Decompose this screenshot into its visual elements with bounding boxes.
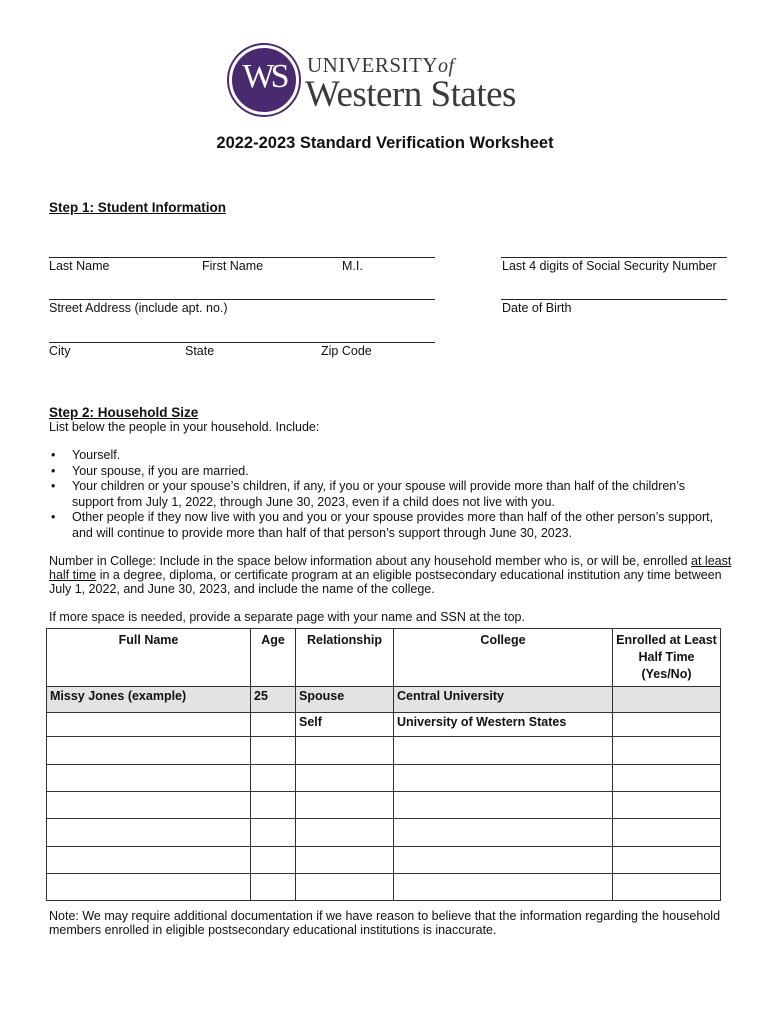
logo-of-word: of xyxy=(438,55,455,77)
college-para-text-end: in a degree, diploma, or certificate program at an eligible postsecondary educational institution any time between July 1, 2022, and June 30, 2023, and include the name of the college. xyxy=(49,568,722,596)
cell-full-name[interactable] xyxy=(47,737,251,765)
cell-full-name[interactable] xyxy=(47,847,251,874)
cell-age[interactable] xyxy=(251,819,296,847)
number-in-college-paragraph xyxy=(49,554,739,596)
col-header-relationship: Relationship xyxy=(296,629,394,687)
name-line[interactable] xyxy=(49,257,435,258)
household-bullet-list xyxy=(49,448,729,541)
bullet-item: • Yourself. xyxy=(49,448,729,464)
table-row xyxy=(47,737,721,765)
first-name-label: First Name xyxy=(202,259,264,273)
dob-line[interactable] xyxy=(501,299,727,300)
col-header-college: College xyxy=(394,629,613,687)
space-note: If more space is needed, provide a separate page with your name and SSN at the top. xyxy=(49,610,525,624)
cell-full-name[interactable] xyxy=(47,713,251,737)
table-row xyxy=(47,713,721,737)
cell-relationship[interactable] xyxy=(296,765,394,792)
cell-full-name[interactable] xyxy=(47,792,251,819)
cell-age[interactable]: 25 xyxy=(251,687,296,713)
ssn-line[interactable] xyxy=(501,257,727,258)
half-time-underlined: at least half time xyxy=(49,554,732,582)
cell-relationship[interactable] xyxy=(296,847,394,874)
cell-age[interactable] xyxy=(251,737,296,765)
city-label: City xyxy=(49,344,71,358)
university-logo xyxy=(229,45,549,121)
table-row xyxy=(47,819,721,847)
ssn-label: Last 4 digits of Social Security Number xyxy=(502,259,717,273)
cell-full-name[interactable]: Missy Jones (example) xyxy=(47,687,251,713)
col-header-full-name: Full Name xyxy=(47,629,251,687)
street-label: Street Address (include apt. no.) xyxy=(49,301,228,315)
page-title: 2022-2023 Standard Verification Worksheet xyxy=(216,134,554,152)
table-row xyxy=(47,847,721,874)
table-row xyxy=(47,765,721,792)
cell-college[interactable] xyxy=(394,874,613,901)
cell-relationship[interactable] xyxy=(296,874,394,901)
table-row-example xyxy=(47,687,721,713)
cell-college[interactable]: University of Western States xyxy=(394,713,613,737)
household-table xyxy=(46,628,721,901)
cell-age[interactable] xyxy=(251,792,296,819)
step2-intro: List below the people in your household. Include: xyxy=(49,420,320,434)
cell-full-name[interactable] xyxy=(47,765,251,792)
cell-college[interactable] xyxy=(394,737,613,765)
cell-full-name[interactable] xyxy=(47,874,251,901)
cell-college[interactable] xyxy=(394,819,613,847)
cell-enrolled[interactable] xyxy=(613,874,721,901)
bullet-item: • Your spouse, if you are married. xyxy=(49,464,729,480)
cell-relationship[interactable] xyxy=(296,792,394,819)
cell-age[interactable] xyxy=(251,847,296,874)
cell-enrolled[interactable] xyxy=(613,792,721,819)
cell-age[interactable] xyxy=(251,765,296,792)
cell-college[interactable] xyxy=(394,847,613,874)
university-seal-logo xyxy=(229,45,299,115)
step2-heading: Step 2: Household Size xyxy=(49,405,199,420)
city-line[interactable] xyxy=(49,342,435,343)
cell-age[interactable] xyxy=(251,713,296,737)
step1-heading: Step 1: Student Information xyxy=(49,200,226,215)
cell-relationship[interactable]: Spouse xyxy=(296,687,394,713)
mi-label: M.I. xyxy=(342,259,363,273)
cell-enrolled[interactable] xyxy=(613,819,721,847)
last-name-label: Last Name xyxy=(49,259,110,273)
cell-age[interactable] xyxy=(251,874,296,901)
table-row xyxy=(47,792,721,819)
cell-enrolled[interactable] xyxy=(613,765,721,792)
cell-enrolled[interactable] xyxy=(613,687,721,713)
dob-label: Date of Birth xyxy=(502,301,572,315)
logo-university-word: UNIVERSITY xyxy=(307,53,438,77)
footnote: Note: We may require additional documentation if we have reason to believe that the information regarding the household members enrolled in eligible postsecondary educational institutions is inaccurate. xyxy=(49,909,721,937)
bullet-item: • Other people if they now live with you and you or your spouse provides more than half of the other person’s support, and will continue to provide more than half of that person’s support through June 30, 2023. xyxy=(49,510,729,541)
cell-relationship[interactable] xyxy=(296,819,394,847)
seal-monogram: WS xyxy=(242,58,286,95)
cell-enrolled[interactable] xyxy=(613,713,721,737)
street-line[interactable] xyxy=(49,299,435,300)
col-header-age: Age xyxy=(251,629,296,687)
cell-college[interactable] xyxy=(394,792,613,819)
logo-name-bottom: Western States xyxy=(305,74,516,115)
col-header-enrolled: Enrolled at Least Half Time (Yes/No) xyxy=(613,629,721,687)
cell-relationship[interactable] xyxy=(296,737,394,765)
cell-enrolled[interactable] xyxy=(613,737,721,765)
cell-relationship[interactable]: Self xyxy=(296,713,394,737)
bullet-item: • Your children or your spouse’s children, if any, if you or your spouse will provide more than half of the children’s support from July 1, 2022, through June 30, 2023, even if a child does not live with you. xyxy=(49,479,729,510)
table-row xyxy=(47,874,721,901)
college-para-text: Number in College: Include in the space below information about any household member who is, or will be, enrolled xyxy=(49,554,692,568)
zip-label: Zip Code xyxy=(321,344,372,358)
cell-college[interactable]: Central University xyxy=(394,687,613,713)
cell-college[interactable] xyxy=(394,765,613,792)
cell-full-name[interactable] xyxy=(47,819,251,847)
cell-enrolled[interactable] xyxy=(613,847,721,874)
state-label: State xyxy=(185,344,215,358)
